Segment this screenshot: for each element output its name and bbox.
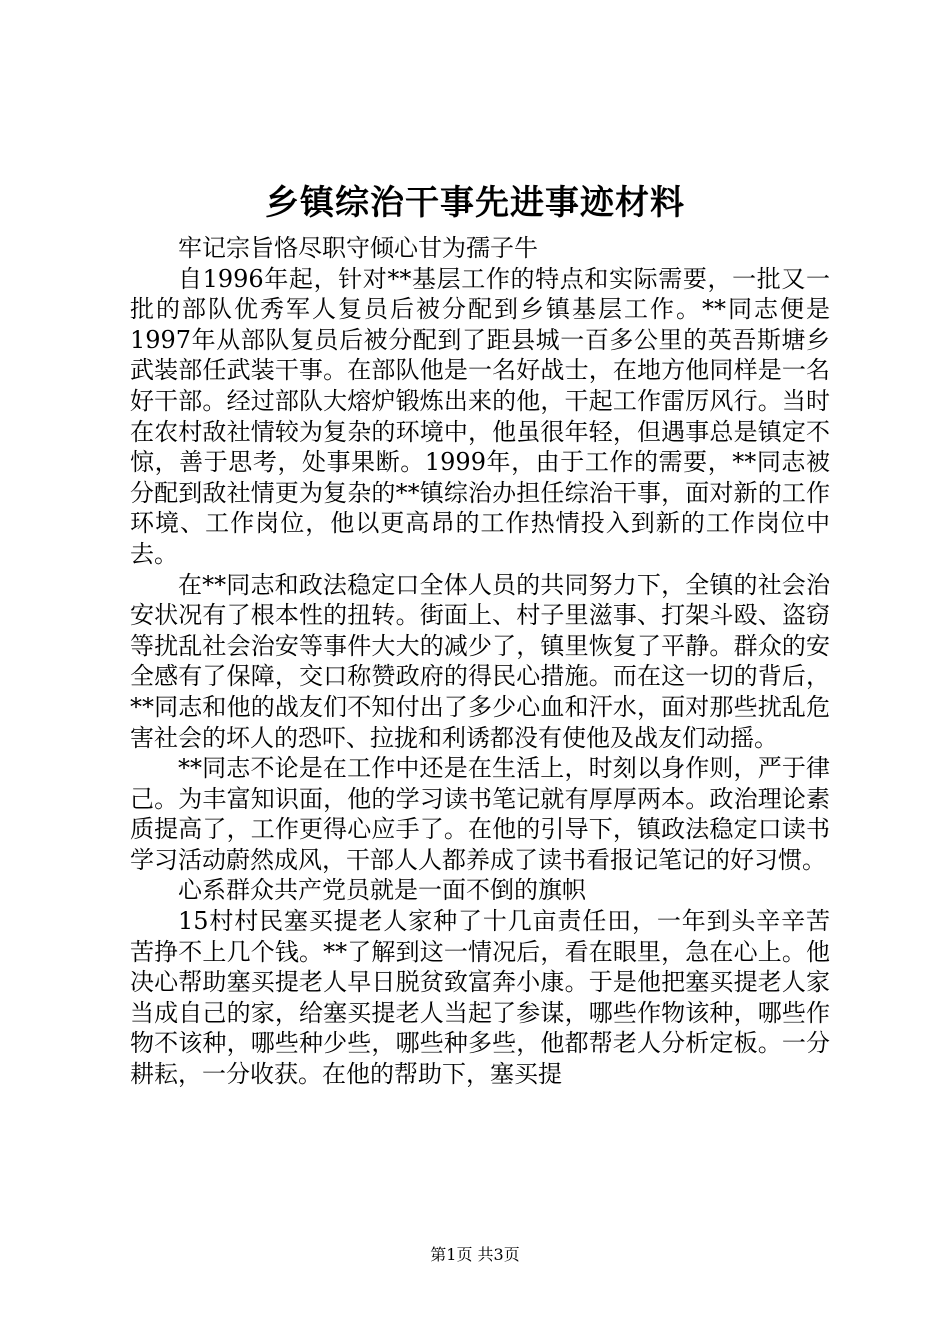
body-paragraph: **同志不论是在工作中还是在生活上，时刻以身作则，严于律己。为丰富知识面，他的学习读书笔记就有厚厚两本。政治理论素质提高了，工作更得心应手了。在他的引导下，镇政法稳定口读书学习活动蔚然成风，干部人人都养成了读书看报记笔记的好习惯。 [130, 754, 830, 874]
section-heading: 心系群众共产党员就是一面不倒的旗帜 [178, 876, 586, 905]
body-paragraph: 15村村民塞买提老人家种了十几亩责任田，一年到头辛辛苦苦挣不上几个钱。**了解到这一情况后，看在眼里，急在心上。他决心帮助塞买提老人早日脱贫致富奔小康。于是他把塞买提老人家当成自己的家，给塞买提老人当起了参谋，哪些作物该种，哪些作物不该种，哪些种少些，哪些种多些，他都帮老人分析定板。一分耕耘，一分收获。在他的帮助下，塞买提 [130, 907, 830, 1089]
document-body [130, 233, 830, 1090]
document-title: 乡镇综治干事先进事迹材料 [265, 183, 685, 223]
body-paragraph: 自1996年起，针对**基层工作的特点和实际需要，一批又一批的部队优秀军人复员后被分配到乡镇基层工作。**同志便是1997年从部队复员后被分配到了距县城一百多公里的英吾斯塘乡武装部任武装干事。在部队他是一名好战士，在地方他同样是一名好干部。经过部队大熔炉锻炼出来的他，干起工作雷厉风行。当时在农村敌社情较为复杂的环境中，他虽很年轻，但遇事总是镇定不惊，善于思考，处事果断。1999年，由于工作的需要，**同志被分配到敌社情更为复杂的**镇综治办担任综治干事，面对新的工作环境、工作岗位，他以更高昂的工作热情投入到新的工作岗位中去。 [130, 264, 830, 568]
section-heading: 牢记宗旨恪尽职守倾心甘为孺子牛 [178, 234, 538, 262]
page-number: 第1页 共3页 [430, 1245, 520, 1264]
body-paragraph: 在**同志和政法稳定口全体人员的共同努力下，全镇的社会治安状况有了根本性的扭转。街面上、村子里滋事、打架斗殴、盗窃等扰乱社会治安等事件大大的减少了，镇里恢复了平静。群众的安全感有了保障，交口称赞政府的得民心措施。而在这一切的背后，**同志和他的战友们不知付出了多少心血和汗水，面对那些扰乱危害社会的坏人的恐吓、拉拢和利诱都没有使他及战友们动摇。 [130, 570, 830, 752]
